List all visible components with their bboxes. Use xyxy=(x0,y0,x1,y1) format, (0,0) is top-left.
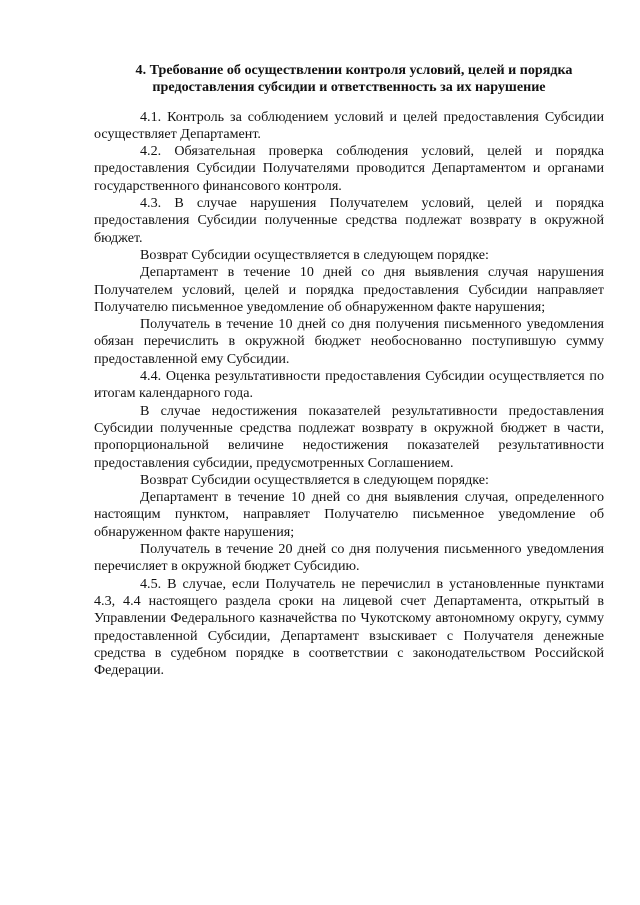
paragraph-4-4: 4.4. Оценка результативности предоставления Субсидии осуществляется по итогам календарного года. xyxy=(94,368,604,402)
paragraph-4-1: 4.1. Контроль за соблюдением условий и целей предоставления Субсидии осуществляет Департамент. xyxy=(94,108,604,142)
section-heading-line-1: 4. Требование об осуществлении контроля условий, целей и порядка xyxy=(135,62,573,78)
section-heading xyxy=(94,62,604,97)
paragraph-4-5: 4.5. В случае, если Получатель не перечислил в установленные пунктами 4.3, 4.4 настоящего раздела сроки на лицевой счет Департамента, открытый в Управлении Федерального казначейства по Чукотскому автономному округу, сумму предоставленной Субсидии, Департамент взыскивает с Получателя денежные средства в судебном порядке в соответствии с законодательством Российской Федерации. xyxy=(94,575,604,679)
document-body xyxy=(94,62,604,679)
paragraph-department-notice: Департамент в течение 10 дней со дня выявления случая нарушения Получателем условий, целей и порядка предоставления Субсидии направляет Получателю письменное уведомление об обнаруженном факте нарушения; xyxy=(94,264,604,315)
paragraph-return-order-2: Возврат Субсидии осуществляется в следующем порядке: xyxy=(140,471,489,488)
paragraph-recipient-transfer: Получатель в течение 10 дней со дня получения письменного уведомления обязан перечислить в окружной бюджет необоснованно поступившую сумму предоставленной ему Субсидии. xyxy=(94,316,604,367)
paragraph-recipient-transfer-2: Получатель в течение 20 дней со дня получения письменного уведомления перечисляет в окружной бюджет Субсидию. xyxy=(94,541,604,575)
section-heading-line-2: предоставления субсидии и ответственность за их нарушение xyxy=(152,79,546,96)
paragraph-department-notice-2: Департамент в течение 10 дней со дня выявления случая, определенного настоящим пунктом, направляет Получателю письменное уведомление об обнаруженном факте нарушения; xyxy=(94,489,604,540)
paragraph-4-2: 4.2. Обязательная проверка соблюдения условий, целей и порядка предоставления Субсидии Получателями проводится Департаментом и органами государственного финансового контроля. xyxy=(94,143,604,194)
paragraph-return-order: Возврат Субсидии осуществляется в следующем порядке: xyxy=(140,246,489,263)
paragraph-performance-shortfall: В случае недостижения показателей результативности предоставления Субсидии полученные средства подлежат возврату в окружной бюджет в части, пропорциональной величине недостижения показателей результативности предоставления субсидии, предусмотренных Соглашением. xyxy=(94,402,604,471)
paragraph-4-3: 4.3. В случае нарушения Получателем условий, целей и порядка предоставления Субсидии полученные средства подлежат возврату в окружной бюджет. xyxy=(94,195,604,246)
